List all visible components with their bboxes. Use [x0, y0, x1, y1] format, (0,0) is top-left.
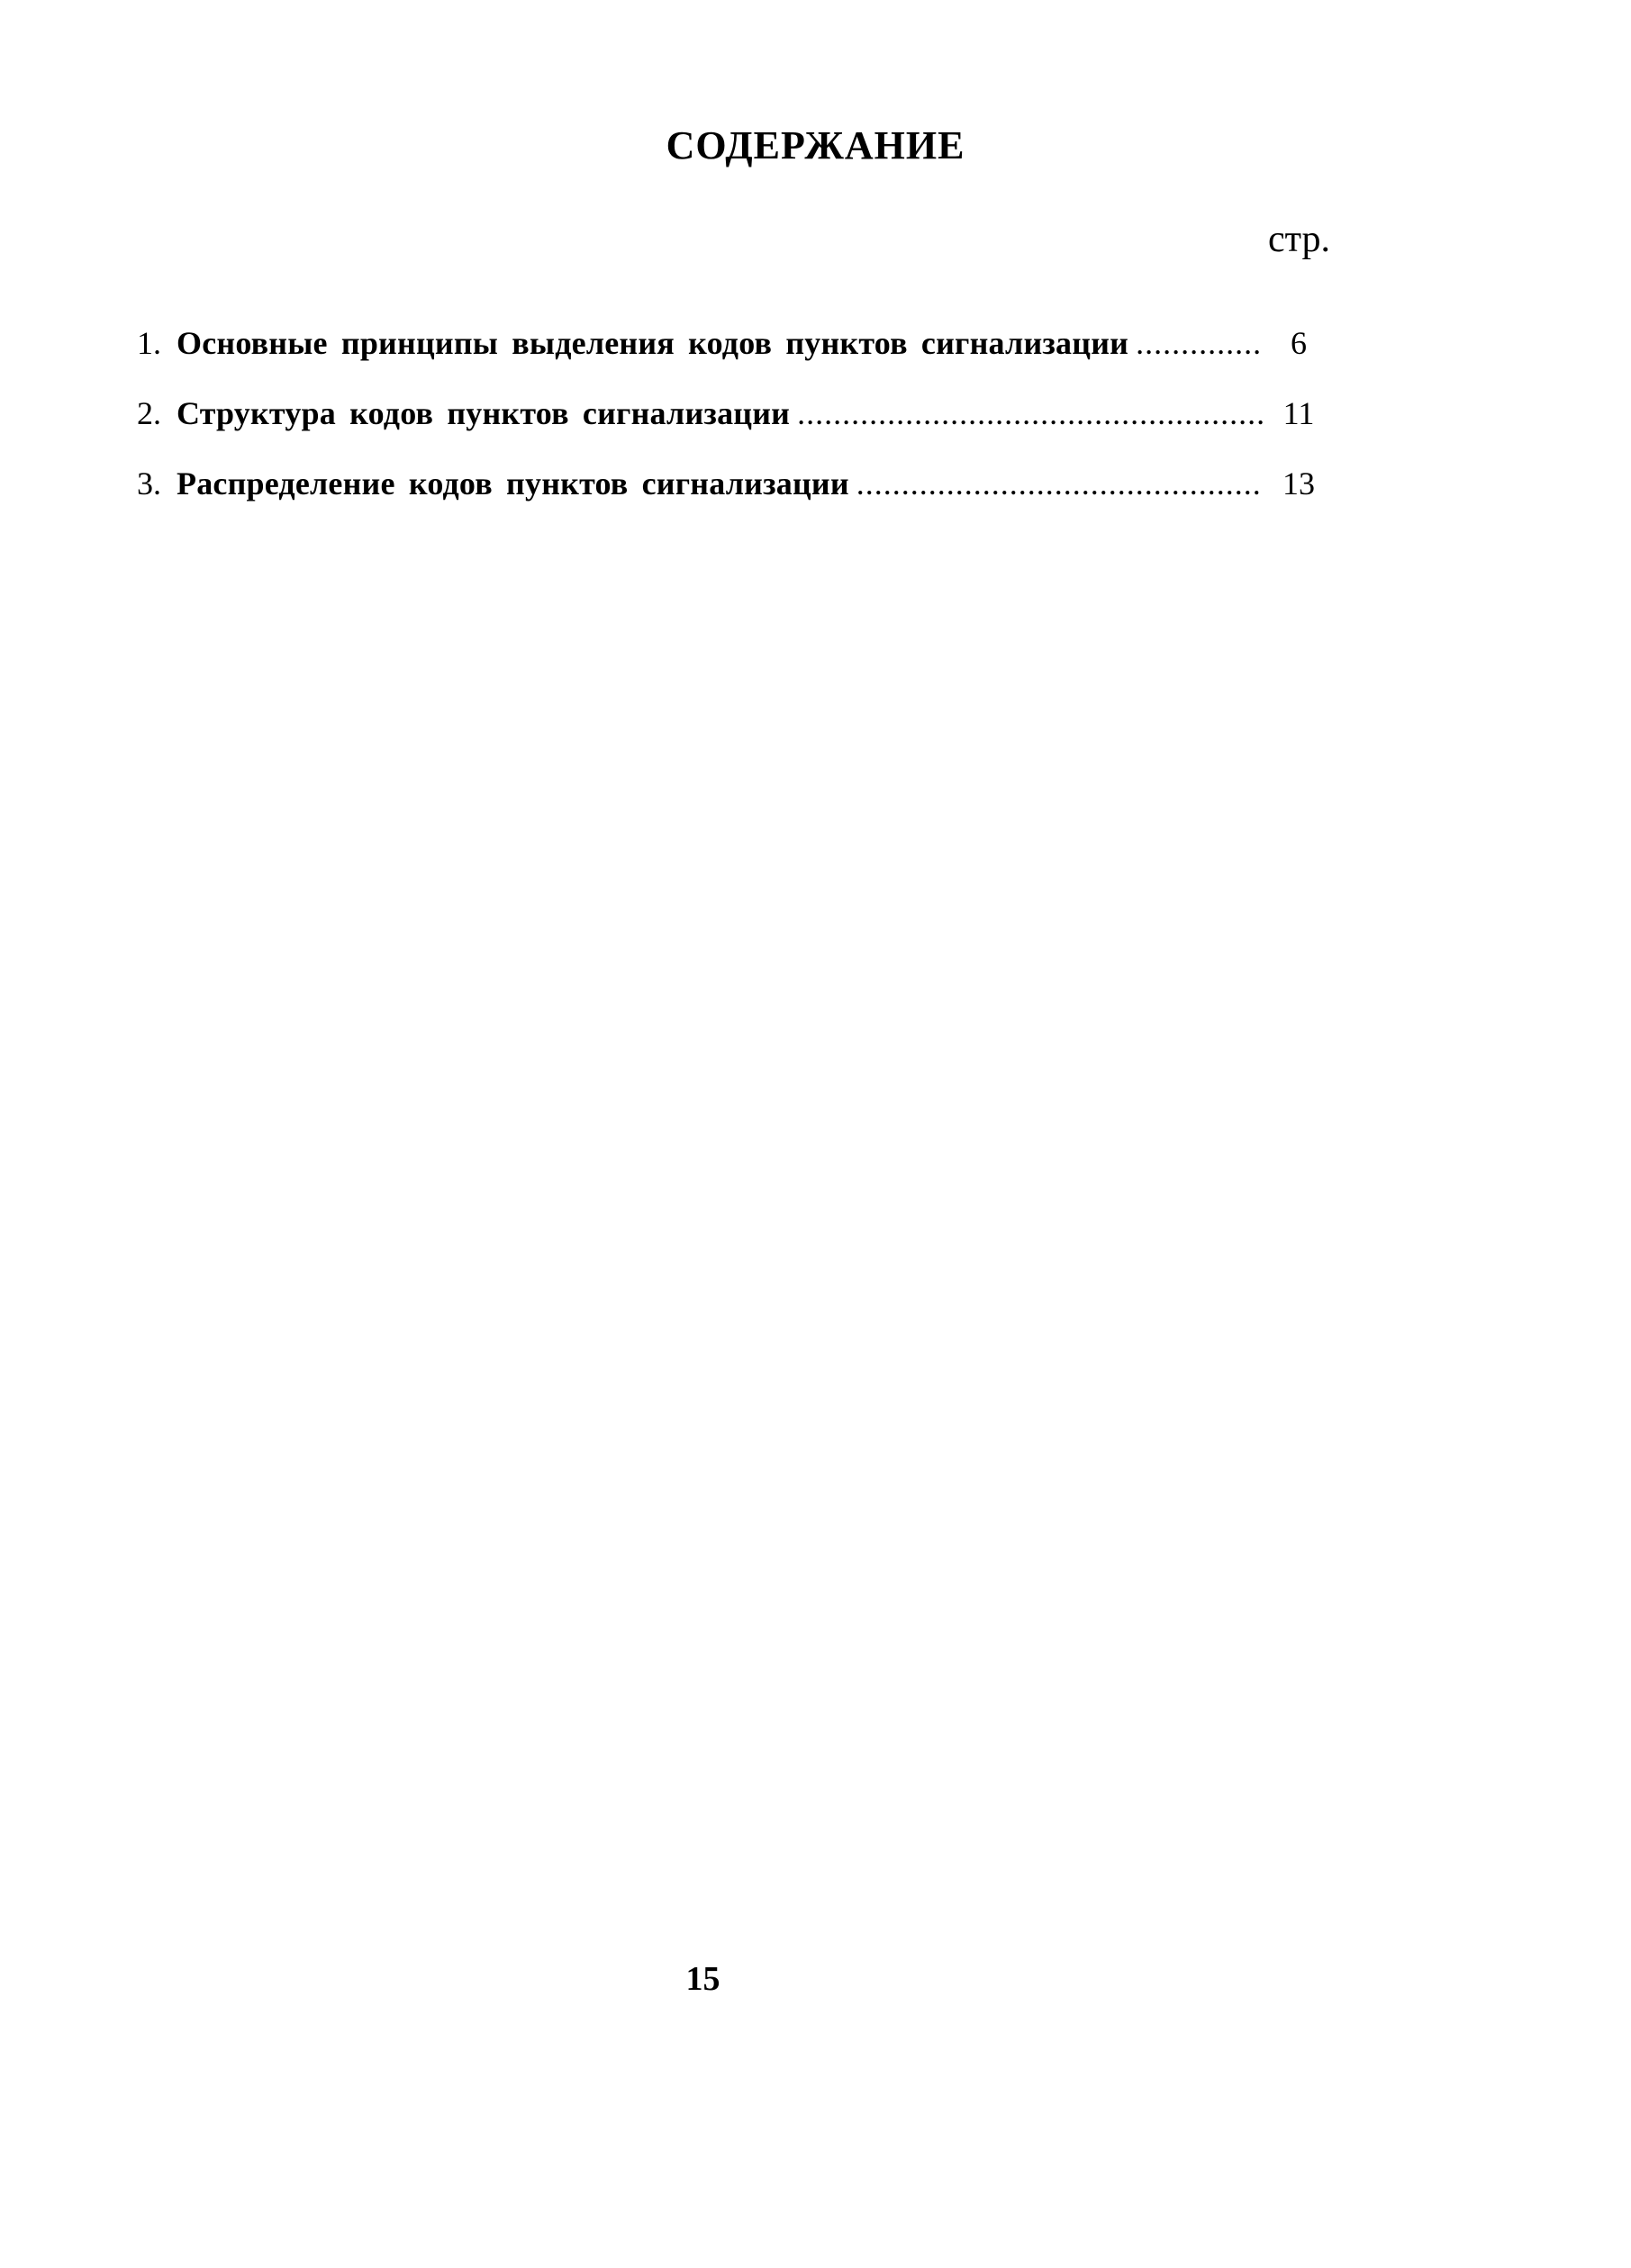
- toc-entry-number: 3.: [137, 465, 161, 501]
- toc-entry-title: Структура кодов пунктов сигнализации: [177, 395, 791, 431]
- toc-entry-number: 2.: [137, 395, 161, 431]
- page-title: СОДЕРЖАНИЕ: [666, 123, 965, 167]
- toc-entry-title: Распределение кодов пунктов сигнализации: [177, 465, 849, 501]
- toc-entry: [137, 394, 1326, 465]
- toc-dot-leader: [856, 465, 1263, 502]
- toc-dot-leader: [1136, 324, 1263, 362]
- toc-entry-page: 13: [1282, 465, 1315, 501]
- toc-entry-page: 6: [1291, 325, 1307, 361]
- toc-entry: [137, 465, 1326, 535]
- toc-entry: [137, 324, 1326, 394]
- toc-entry-title: Основные принципы выделения кодов пунктов сигнализации: [177, 325, 1129, 361]
- page-column-label: стр.: [1268, 219, 1331, 260]
- toc-entry-page: 11: [1282, 395, 1315, 431]
- toc-entry-number: 1.: [137, 325, 161, 361]
- toc-dot-leader: [797, 394, 1263, 432]
- table-of-contents: [137, 324, 1326, 535]
- page-number: 15: [685, 1960, 720, 1998]
